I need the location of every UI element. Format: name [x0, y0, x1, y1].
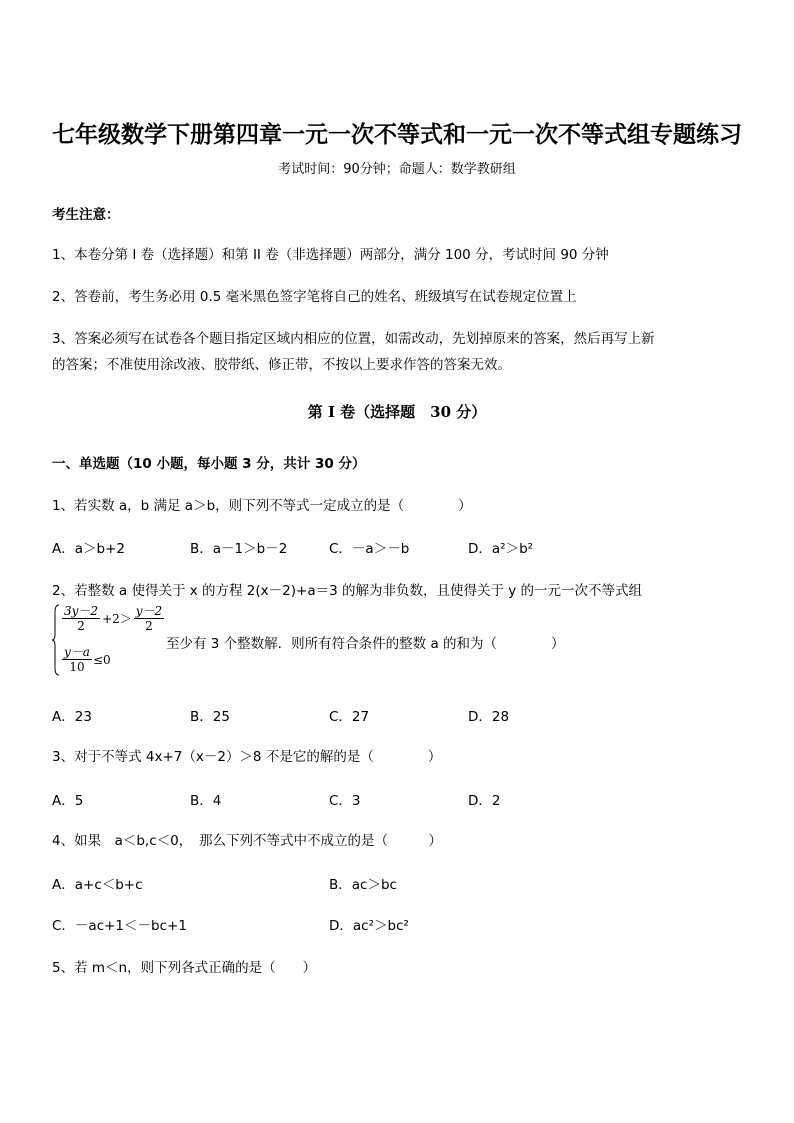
question-2-tail: 至少有 3 个整数解．则所有符合条件的整数 a 的和为（ ）	[166, 636, 565, 652]
notice-item-3-line-2: 的答案；不准使用涂改液、胶带纸、修正带，不按以上要求作答的答案无效。	[52, 357, 511, 373]
notice-item-2: 2、答卷前，考生务必用 0.5 毫米黑色签字笔将自己的姓名、班级填写在试卷规定位置上	[52, 289, 577, 305]
section-title: 第 I 卷（选择题 30 分）	[307, 403, 487, 421]
notice-heading: 考生注意：	[52, 207, 120, 223]
question-1-option-b[interactable]: B．a－1＞b－2	[190, 541, 288, 557]
inequality-2-denominator: 10	[69, 660, 85, 674]
question-2-option-d[interactable]: D．28	[468, 709, 510, 725]
inequality-1-right-fraction	[134, 604, 164, 633]
question-3-option-a[interactable]: A．5	[52, 793, 84, 809]
inequality-2-numerator: y－a	[64, 645, 90, 659]
inequality-1-right-denominator: 2	[145, 619, 153, 633]
part-heading: 一、单选题（10 小题，每小题 3 分，共计 30 分）	[52, 456, 366, 472]
inequality-1-left-denominator: 2	[77, 619, 85, 633]
inequality-1-operator: +2＞	[102, 612, 132, 626]
question-4-option-d[interactable]: D．ac²＞bc²	[329, 918, 409, 934]
question-1-option-a[interactable]: A．a＞b+2	[52, 541, 125, 557]
question-3-option-b[interactable]: B．4	[190, 793, 222, 809]
question-4-option-c[interactable]: C．－ac+1＜－bc+1	[52, 918, 187, 934]
inequality-1-left-numerator: 3y－2	[64, 604, 99, 618]
question-4-option-b[interactable]: B．ac＞bc	[329, 877, 397, 893]
inequality-2-relation: ≤0	[92, 652, 111, 667]
inequality-1	[62, 604, 164, 633]
system-brace	[52, 604, 60, 676]
question-2-stem: 2、若整数 a 使得关于 x 的方程 2(x－2)+a＝3 的解为非负数，且使得关于 y 的一元一次不等式组	[52, 583, 643, 599]
question-1-stem: 1、若实数 a，b 满足 a＞b，则下列不等式一定成立的是（ ）	[52, 498, 472, 514]
notice-item-3-line-1: 3、答案必须写在试卷各个题目指定区域内相应的位置，如需改动，先划掉原来的答案，然后再写上新	[52, 331, 655, 347]
inequality-1-right-numerator: y－2	[135, 604, 163, 618]
question-4-stem: 4、如果 a＜b,c＜0， 那么下列不等式中不成立的是（ ）	[52, 833, 442, 849]
question-2-option-c[interactable]: C．27	[329, 709, 370, 725]
notice-item-1: 1、本卷分第 I 卷（选择题）和第 II 卷（非选择题）两部分，满分 100 分，考试时间 90 分钟	[52, 247, 609, 263]
question-1-option-d[interactable]: D．a²＞b²	[468, 541, 534, 557]
inequality-2	[62, 645, 111, 674]
question-5-stem: 5、若 m＜n，则下列各式正确的是（ ）	[52, 960, 317, 976]
inequality-2-fraction	[62, 645, 92, 674]
question-2-option-b[interactable]: B．25	[190, 709, 230, 725]
inequality-1-left-fraction	[62, 604, 100, 633]
page-title: 七年级数学下册第四章一元一次不等式和一元一次不等式组专题练习	[52, 121, 742, 148]
question-3-stem: 3、对于不等式 4x+7（x－2）＞8 不是它的解的是（ ）	[52, 749, 442, 765]
question-3-option-c[interactable]: C．3	[329, 793, 361, 809]
question-1-option-c[interactable]: C．－a＞－b	[329, 541, 410, 557]
question-2-option-a[interactable]: A．23	[52, 709, 92, 725]
question-4-option-a[interactable]: A．a+c＜b+c	[52, 877, 143, 893]
question-3-option-d[interactable]: D．2	[468, 793, 501, 809]
exam-info: 考试时间：90分钟；命题人：数学教研组	[278, 162, 516, 177]
